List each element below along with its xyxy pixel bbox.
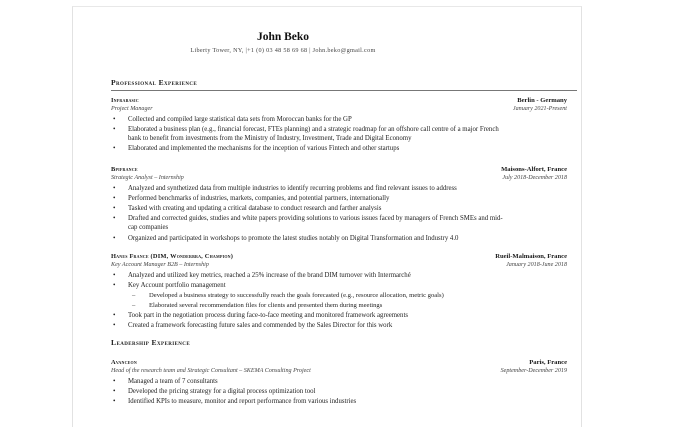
org-name: Avanceon bbox=[111, 359, 137, 366]
bullet-text: Key Account portfolio management bbox=[128, 282, 226, 289]
job-location: Berlin - Germany bbox=[517, 97, 567, 104]
job-dates: January 2021-Present bbox=[512, 106, 567, 112]
sub-bullet-text: Elaborated several recommendation files for clients and presented them during meetings bbox=[149, 302, 383, 309]
bullet-icon: • bbox=[113, 321, 116, 329]
bullet-icon: • bbox=[113, 144, 116, 152]
bullet-text-continued: bank to benefit from investments from the Ministry of Industry, Investment, Trade and Digital Economy bbox=[128, 135, 412, 142]
bullet-text-continued: cap companies bbox=[128, 224, 169, 231]
job-location: Rueil-Malmaison, France bbox=[495, 253, 567, 260]
job-role: Head of the research team and Strategic Consultant – SKEMA Consulting Project bbox=[111, 368, 311, 374]
job-dates: January 2018-June 2018 bbox=[506, 262, 567, 268]
section-divider bbox=[111, 90, 577, 91]
job-role: Project Manager bbox=[111, 106, 153, 112]
bullet-icon: • bbox=[113, 281, 116, 289]
bullet-text: Performed benchmarks of industries, markets, companies, and potential partners, internationally bbox=[128, 195, 390, 202]
section-title-professional: Professional Experience bbox=[111, 78, 198, 87]
bullet-text: Identified KPIs to measure, monitor and report performance from various industries bbox=[128, 398, 357, 405]
job-role: Strategic Analyst – Internship bbox=[111, 175, 184, 181]
section-title-leadership: Leadership Experience bbox=[111, 338, 191, 347]
bullet-icon: • bbox=[113, 397, 116, 405]
bullet-icon: • bbox=[113, 234, 116, 242]
bullet-icon: • bbox=[113, 377, 116, 385]
bullet-icon: • bbox=[113, 115, 116, 123]
sub-bullet-text: Developed a business strategy to successfully reach the goals forecasted (e.g., resource allocation, metric goals) bbox=[149, 292, 444, 299]
org-name: Infrabasic bbox=[111, 97, 139, 104]
bullet-text: Drafted and corrected guides, studies and white papers providing solutions to various issues faced by managers of French SMEs and mid- bbox=[128, 215, 503, 222]
bullet-text: Collected and compiled large statistical data sets from Moroccan banks for the GP bbox=[128, 116, 352, 123]
bullet-text: Elaborated and implemented the mechanisms for the inception of various Fintech and other startups bbox=[128, 145, 400, 152]
bullet-text: Took part in the negotiation process during face-to-face meeting and monitored framework agreements bbox=[128, 312, 408, 319]
bullet-text: Elaborated a business plan (e.g., financial forecast, FTEs planning) and a strategic roadmap for an offshore call centre of a major French bbox=[128, 126, 499, 133]
job-location: Paris, France bbox=[529, 359, 567, 366]
dash-icon: – bbox=[132, 302, 136, 309]
bullet-text: Developed the pricing strategy for a digital process optimization tool bbox=[128, 388, 316, 395]
bullet-icon: • bbox=[113, 387, 116, 395]
bullet-text: Created a framework forecasting future sales and commended by the Sales Director for this work bbox=[128, 322, 393, 329]
job-dates: September-December 2019 bbox=[500, 368, 567, 374]
contact-line: Liberty Tower, NY, |+1 (0) 03 48 58 69 68 | John.beko@gmail.com bbox=[190, 47, 376, 54]
org-name: Hanes France (DIM, Wonderbra, Champion) bbox=[111, 253, 234, 260]
dash-icon: – bbox=[132, 292, 136, 299]
bullet-text: Analyzed and synthetized data from multiple industries to identify recurring problems and find relevant issues to address bbox=[128, 185, 457, 192]
bullet-icon: • bbox=[113, 125, 116, 133]
bullet-text: Managed a team of 7 consultants bbox=[128, 378, 218, 385]
candidate-name: John Beko bbox=[256, 31, 310, 43]
org-name: Bpifrance bbox=[111, 166, 138, 173]
bullet-icon: • bbox=[113, 214, 116, 222]
bullet-icon: • bbox=[113, 271, 116, 279]
bullet-text: Organized and participated in workshops to promote the latest studies notably on Digital Transformation and Industry 4.0 bbox=[128, 235, 459, 242]
bullet-icon: • bbox=[113, 184, 116, 192]
job-role: Key Account Manager B2B – Internship bbox=[111, 262, 209, 268]
job-dates: July 2018-December 2018 bbox=[502, 175, 567, 181]
bullet-icon: • bbox=[113, 194, 116, 202]
job-location: Maisons-Alfort, France bbox=[501, 166, 567, 173]
bullet-text: Analyzed and utilized key metrics, reached a 25% increase of the brand DIM turnover with Intermarché bbox=[128, 272, 411, 279]
bullet-icon: • bbox=[113, 311, 116, 319]
bullet-icon: • bbox=[113, 204, 116, 212]
bullet-text: Tasked with creating and updating a critical database to conduct research and farther analysis bbox=[128, 205, 382, 212]
